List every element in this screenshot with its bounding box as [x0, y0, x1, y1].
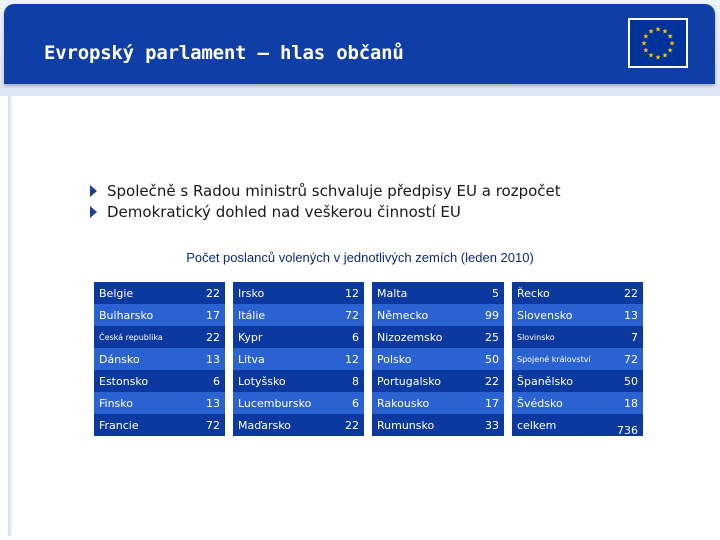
bullet-arrow-icon	[90, 206, 97, 218]
country-name: Španělsko	[517, 375, 573, 388]
seat-count: 72	[345, 309, 359, 322]
table-row	[372, 326, 504, 348]
seat-count: 17	[206, 309, 220, 322]
table-row	[94, 414, 225, 436]
star-icon: ★	[661, 27, 669, 36]
seat-count: 13	[206, 353, 220, 366]
seat-count: 33	[485, 419, 499, 432]
seat-count: 22	[485, 375, 499, 388]
table-caption: Počet poslanců volených v jednotlivých zemích (leden 2010)	[186, 250, 534, 265]
country-name: Německo	[377, 309, 429, 322]
bullet-list	[90, 181, 561, 223]
star-icon: ★	[666, 32, 674, 41]
table-row	[233, 348, 364, 370]
seat-count: 18	[624, 397, 638, 410]
table-row	[233, 392, 364, 414]
country-name: Maďarsko	[238, 419, 291, 432]
seat-count: 50	[624, 375, 638, 388]
table-row	[94, 282, 225, 304]
star-icon: ★	[666, 46, 674, 55]
country-name: Rakousko	[377, 397, 430, 410]
star-icon: ★	[668, 39, 676, 48]
seat-count: 99	[485, 309, 499, 322]
table-row	[372, 348, 504, 370]
country-name: Česká republika	[99, 333, 163, 342]
table-row	[372, 282, 504, 304]
star-icon: ★	[654, 25, 662, 34]
seat-count: 22	[345, 419, 359, 432]
table-row	[372, 414, 504, 436]
table-row	[512, 304, 643, 326]
star-icon: ★	[642, 46, 650, 55]
seats-table	[94, 282, 643, 438]
seat-count: 17	[485, 397, 499, 410]
country-name: Portugalsko	[377, 375, 441, 388]
country-name: Belgie	[99, 287, 134, 300]
table-row	[233, 414, 364, 436]
bullet-text: Společně s Radou ministrů schvaluje předpisy EU a rozpočet	[107, 182, 561, 200]
country-name: Spojené království	[517, 355, 591, 364]
country-name: Kypr	[238, 331, 263, 344]
table-row	[94, 348, 225, 370]
star-icon: ★	[642, 32, 650, 41]
star-icon: ★	[647, 27, 655, 36]
page-title: Evropský parlament – hlas občanů	[44, 42, 404, 64]
country-name: Malta	[377, 287, 408, 300]
table-row	[233, 370, 364, 392]
country-name: Estonsko	[99, 375, 149, 388]
seat-count: 12	[345, 353, 359, 366]
table-row	[94, 326, 225, 348]
header	[0, 0, 720, 96]
seat-count: 25	[485, 331, 499, 344]
country-name: Finsko	[99, 397, 133, 410]
table-row	[94, 392, 225, 414]
seat-count: 12	[345, 287, 359, 300]
table-row	[512, 370, 643, 392]
country-name: Bulharsko	[99, 309, 154, 322]
country-name: Litva	[238, 353, 265, 366]
country-name: Lucembursko	[238, 397, 312, 410]
seat-count: 8	[352, 375, 359, 388]
seat-count: 6	[213, 375, 220, 388]
country-name: Slovinsko	[517, 333, 555, 342]
table-row	[372, 392, 504, 414]
seat-count: 72	[206, 419, 220, 432]
table-row	[233, 282, 364, 304]
country-name: Švédsko	[517, 397, 563, 410]
seat-count: 736	[617, 424, 638, 437]
bullet-text: Demokratický dohled nad veškerou činností EU	[107, 203, 461, 221]
seat-count: 7	[631, 331, 638, 344]
eu-flag-icon	[628, 18, 688, 68]
table-row	[233, 326, 364, 348]
country-name: celkem	[517, 419, 557, 432]
bullet-arrow-icon	[90, 185, 97, 197]
seat-count: 22	[206, 331, 220, 344]
country-name: Řecko	[517, 287, 550, 300]
star-icon: ★	[661, 51, 669, 60]
country-name: Nizozemsko	[377, 331, 443, 344]
table-row	[372, 370, 504, 392]
seat-count: 6	[352, 331, 359, 344]
seat-count: 50	[485, 353, 499, 366]
table-row	[512, 414, 643, 436]
country-name: Slovensko	[517, 309, 573, 322]
country-name: Polsko	[377, 353, 412, 366]
star-icon: ★	[647, 51, 655, 60]
country-name: Lotyšsko	[238, 375, 286, 388]
table-row	[372, 304, 504, 326]
table-row	[94, 304, 225, 326]
seat-count: 22	[624, 287, 638, 300]
seat-count: 72	[624, 353, 638, 366]
bullet-item	[90, 202, 561, 222]
eu-stars	[630, 20, 686, 66]
table-row	[233, 304, 364, 326]
bullet-item	[90, 181, 561, 201]
country-name: Itálie	[238, 309, 266, 322]
seat-count: 13	[624, 309, 638, 322]
star-icon: ★	[654, 53, 662, 62]
table-row	[512, 326, 643, 348]
country-name: Dánsko	[99, 353, 140, 366]
table-row	[512, 282, 643, 304]
table-row	[512, 348, 643, 370]
seat-count: 6	[352, 397, 359, 410]
country-name: Irsko	[238, 287, 265, 300]
country-name: Rumunsko	[377, 419, 435, 432]
table-row	[94, 370, 225, 392]
seat-count: 13	[206, 397, 220, 410]
country-name: Francie	[99, 419, 139, 432]
table-row	[512, 392, 643, 414]
seat-count: 22	[206, 287, 220, 300]
side-strip	[8, 96, 12, 536]
star-icon: ★	[640, 39, 648, 48]
seat-count: 5	[492, 287, 499, 300]
